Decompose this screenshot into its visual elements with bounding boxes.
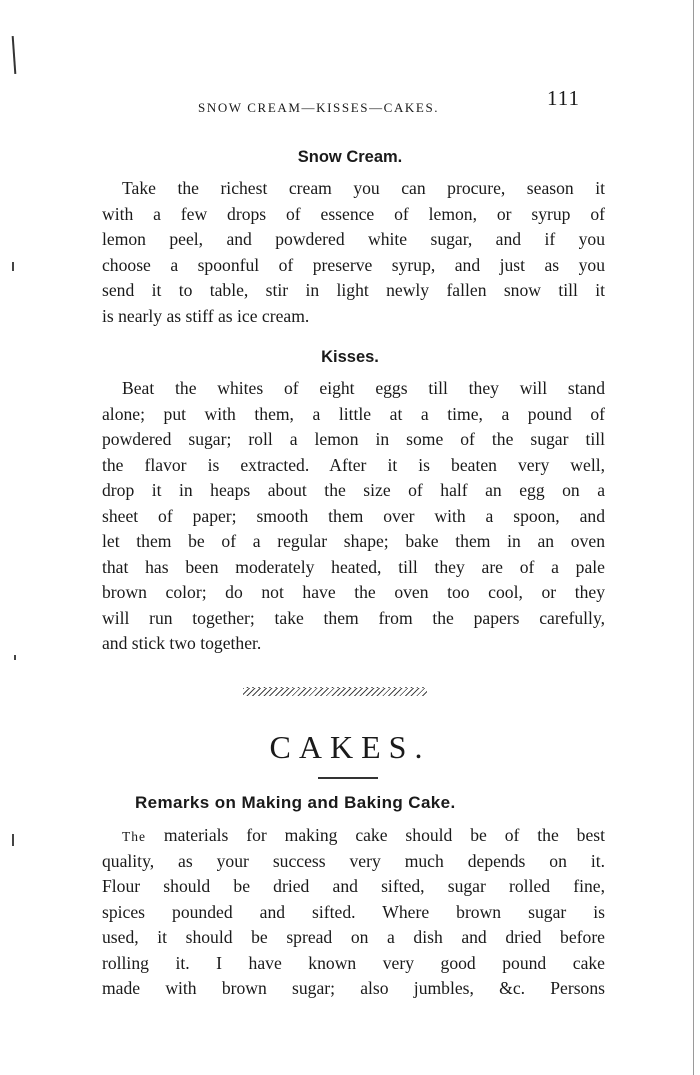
text-line: brown color; do not have the oven too cool, or they (102, 582, 605, 602)
text-line: will run together; take them from the papers carefully, (102, 607, 605, 628)
remarks-subsection-title: Remarks on Making and Baking Cake. (135, 793, 456, 812)
margin-mark (12, 36, 17, 74)
text-line: spices pounded and sifted. Where brown sugar is (102, 901, 605, 922)
kisses-title: Kisses. (321, 348, 379, 366)
text-line: is nearly as stiff as ice cream. (102, 305, 310, 326)
text-line: choose a spoonful of preserve syrup, and just as you (102, 254, 605, 275)
text-line: send it to table, stir in light newly fallen snow till it (102, 280, 605, 300)
text-line: the flavor is extracted. After it is beaten very well, (102, 454, 605, 475)
text-line: used, it should be spread on a dish and dried before (102, 927, 605, 947)
running-head: SNOW CREAM—KISSES—CAKES. (198, 100, 440, 115)
text-line: let them be of a regular shape; bake them in an oven (102, 531, 605, 551)
margin-speck (12, 834, 14, 846)
text-line: Take the richest cream you can procure, season it (122, 178, 605, 198)
snow-cream-text (102, 176, 605, 329)
text-line: Beat the whites of eight eggs till they will stand (122, 378, 605, 398)
cakes-section-title: CAKES. (269, 729, 431, 765)
text-line: quality, as your success very much depends on it. (102, 850, 605, 871)
text-line: alone; put with them, a little at a time, a pound of (102, 403, 605, 424)
snow-cream-title: Snow Cream. (297, 148, 403, 166)
text-line: and stick two together. (102, 633, 262, 653)
drop-word: The (122, 829, 146, 844)
page-number: 111 (547, 86, 580, 110)
margin-speck (14, 655, 16, 660)
text-line: that has been moderately heated, till they are of a pale (102, 556, 605, 577)
kisses-text (102, 376, 605, 657)
text-line: drop it in heaps about the size of half an egg on a (102, 480, 605, 500)
section-rule (318, 777, 378, 779)
text-line: made with brown sugar; also jumbles, &c. Persons (102, 978, 605, 998)
text-line: rolling it. I have known very good pound cake (102, 952, 605, 973)
text-line: sheet of paper; smooth them over with a spoon, and (102, 505, 605, 526)
ornamental-rule (243, 687, 427, 696)
text-line: powdered sugar; roll a lemon in some of the sugar till (102, 429, 605, 449)
cakes-remarks-text (102, 823, 605, 1002)
text-line: with a few drops of essence of lemon, or syrup of (102, 203, 605, 224)
text-line: Flour should be dried and sifted, sugar rolled fine, (102, 876, 605, 896)
first-line-rest: materials for making cake should be of the best (146, 825, 605, 845)
margin-speck (12, 262, 14, 271)
text-line (102, 823, 605, 849)
text-line: lemon peel, and powdered white sugar, and if you (102, 229, 605, 249)
